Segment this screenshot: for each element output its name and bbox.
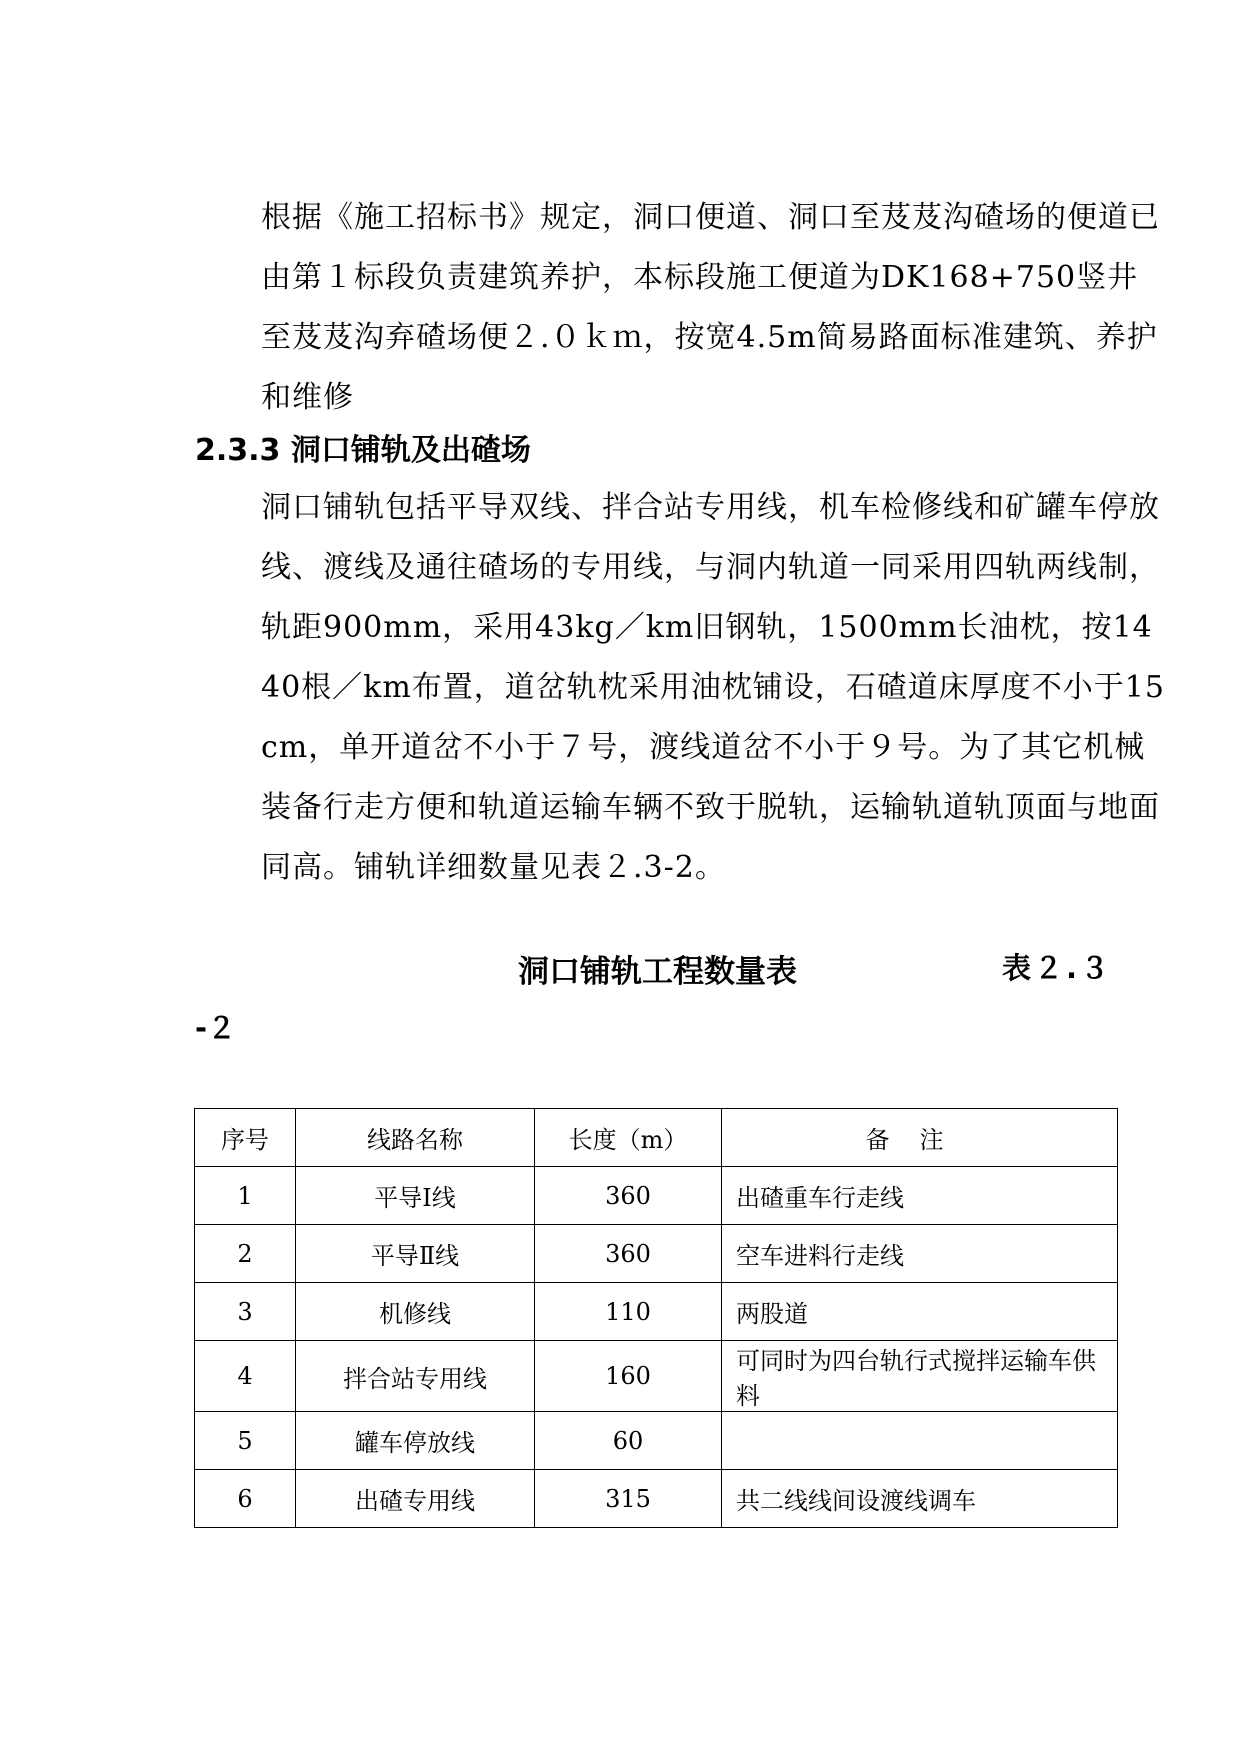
header-line-name: 线路名称: [296, 1109, 535, 1167]
cell-no: 6: [195, 1470, 296, 1528]
header-length: 长度（m）: [535, 1109, 722, 1167]
cell-length: 60: [535, 1412, 722, 1470]
cell-length: 160: [535, 1341, 722, 1412]
table-row: [195, 1341, 1118, 1412]
cell-remark: 空车进料行走线: [722, 1225, 1118, 1283]
cell-no: 2: [195, 1225, 296, 1283]
cell-no: 3: [195, 1283, 296, 1341]
table-row: [195, 1167, 1118, 1225]
intro-paragraph: 根据《施工招标书》规定，洞口便道、洞口至芨芨沟碴场的便道已由第１标段负责建筑养护，本标段施工便道为DK168+750竖井至芨芨沟弃碴场便２.０ｋｍ，按宽4.5m简易路面标准建筑、养护和维修: [261, 200, 1160, 415]
cell-remark: 可同时为四台轨行式搅拌运输车供料: [722, 1341, 1118, 1412]
cell-length: 315: [535, 1470, 722, 1528]
section-heading: 2.3.3 洞口铺轨及出碴场: [195, 433, 531, 468]
cell-line-name: 平导Ⅰ线: [296, 1167, 535, 1225]
table-row: [195, 1225, 1118, 1283]
table-title: 洞口铺轨工程数量表: [518, 954, 797, 990]
cell-line-name: 罐车停放线: [296, 1412, 535, 1470]
cell-no: 4: [195, 1341, 296, 1412]
cell-no: 5: [195, 1412, 296, 1470]
cell-remark: [722, 1412, 1118, 1470]
header-no: 序号: [195, 1109, 296, 1167]
table-header-row: [195, 1109, 1118, 1167]
cell-remark: 两股道: [722, 1283, 1118, 1341]
cell-line-name: 机修线: [296, 1283, 535, 1341]
table-row: [195, 1470, 1118, 1528]
cell-line-name: 拌合站专用线: [296, 1341, 535, 1412]
table-number-continued: -２: [195, 1011, 237, 1045]
cell-length: 360: [535, 1167, 722, 1225]
cell-length: 110: [535, 1283, 722, 1341]
track-quantity-table: [194, 1108, 1118, 1528]
cell-line-name: 平导Ⅱ线: [296, 1225, 535, 1283]
table-row: [195, 1412, 1118, 1470]
header-remark: 备注: [722, 1109, 1118, 1167]
cell-no: 1: [195, 1167, 296, 1225]
track-laying-paragraph: 洞口铺轨包括平导双线、拌合站专用线，机车检修线和矿罐车停放线、渡线及通往碴场的专用线，与洞内轨道一同采用四轨两线制，轨距900mm，采用43kg／km旧钢轨，1500mm长油枕，按1440根／km布置，道岔轨枕采用油枕铺设，石碴道床厚度不小于15cm，单开道岔不小于７号，渡线道岔不小于９号。为了其它机械装备行走方便和轨道运输车辆不致于脱轨，运输轨道轨顶面与地面同高。铺轨详细数量见表２.3-2。: [261, 490, 1165, 885]
table-row: [195, 1283, 1118, 1341]
table-number: 表２.３: [1002, 951, 1113, 985]
cell-length: 360: [535, 1225, 722, 1283]
cell-remark: 共二线线间设渡线调车: [722, 1470, 1118, 1528]
cell-remark: 出碴重车行走线: [722, 1167, 1118, 1225]
cell-line-name: 出碴专用线: [296, 1470, 535, 1528]
